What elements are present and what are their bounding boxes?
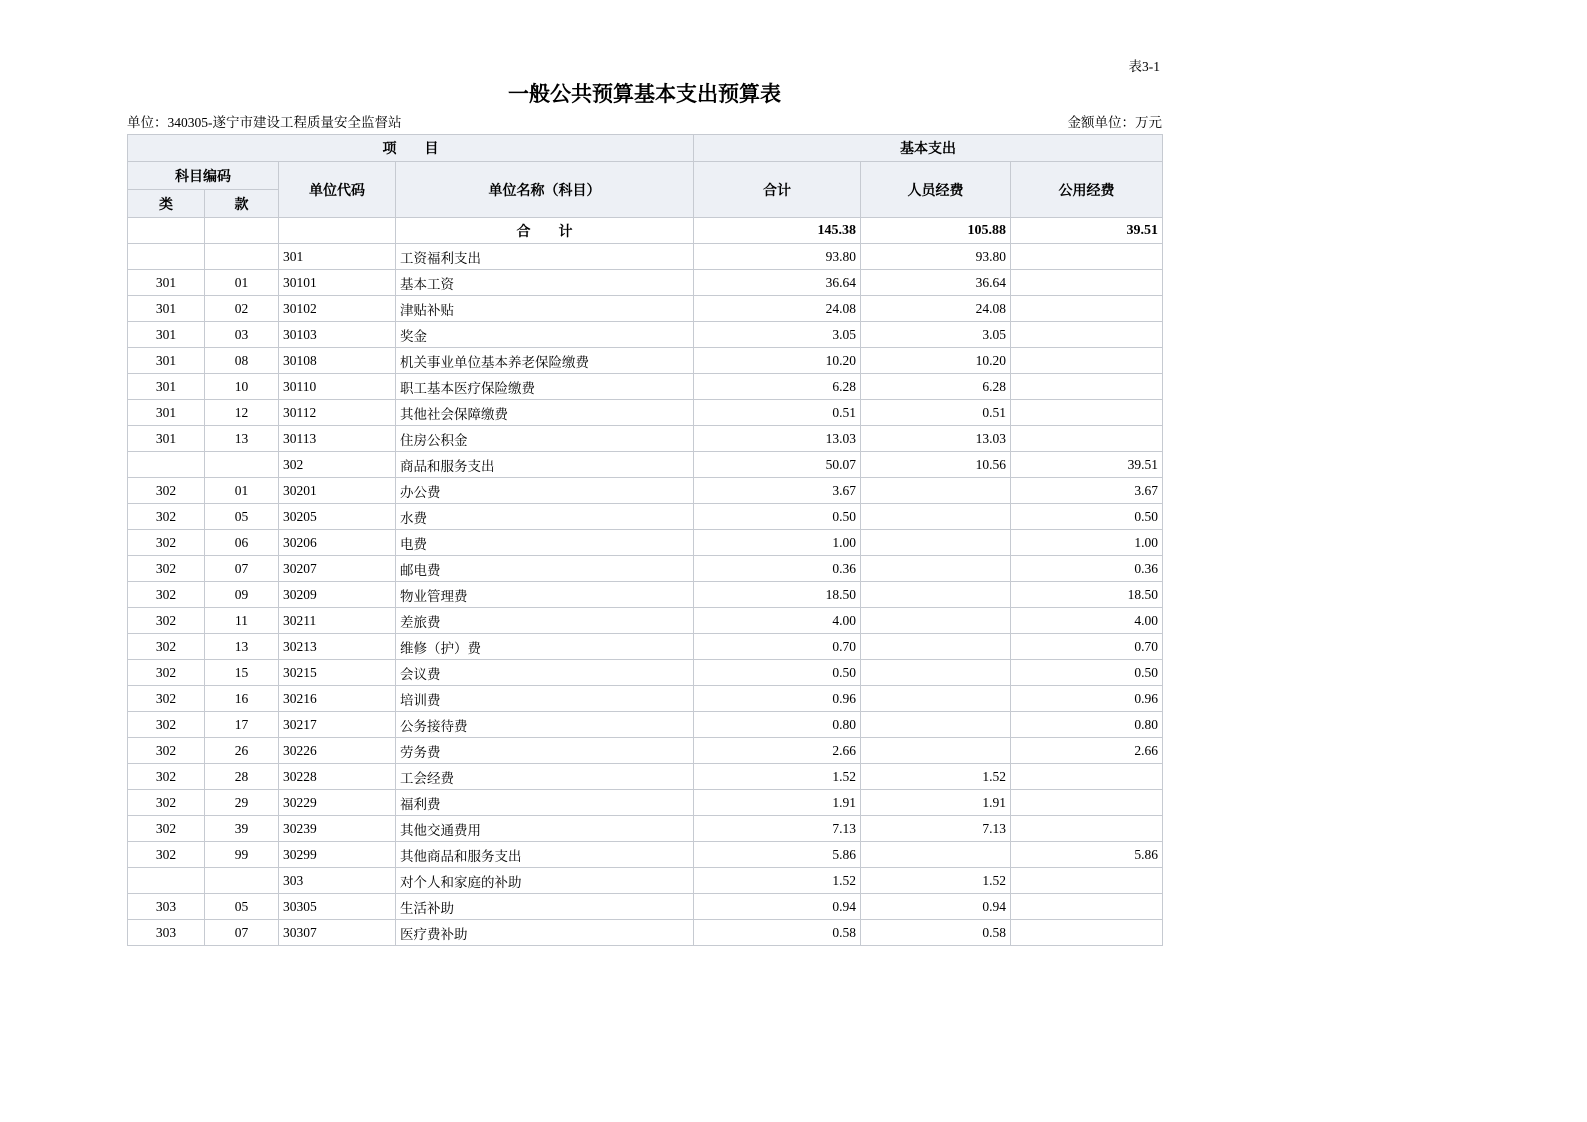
cell-personnel (861, 842, 1011, 868)
cell-total: 0.70 (694, 634, 861, 660)
cell-personnel (861, 504, 1011, 530)
cell-unit-name: 会议费 (396, 660, 694, 686)
cell-personnel: 36.64 (861, 270, 1011, 296)
cell-unit-code: 30213 (279, 634, 396, 660)
cell-public (1011, 764, 1163, 790)
cell-item: 07 (205, 920, 279, 946)
cell-category: 301 (128, 322, 205, 348)
cell-category: 301 (128, 296, 205, 322)
cell-item (205, 218, 279, 244)
cell-unit-code: 30305 (279, 894, 396, 920)
meta-row (127, 113, 1162, 132)
table-row (128, 842, 1163, 868)
cell-unit-name: 培训费 (396, 686, 694, 712)
cell-unit-code: 30217 (279, 712, 396, 738)
cell-public (1011, 920, 1163, 946)
cell-item: 17 (205, 712, 279, 738)
cell-total: 50.07 (694, 452, 861, 478)
cell-item (205, 868, 279, 894)
table-row (128, 686, 1163, 712)
cell-item: 13 (205, 426, 279, 452)
cell-category: 302 (128, 556, 205, 582)
table-row (128, 764, 1163, 790)
cell-category: 302 (128, 660, 205, 686)
cell-unit-name: 公务接待费 (396, 712, 694, 738)
cell-personnel (861, 608, 1011, 634)
cell-unit-code: 30113 (279, 426, 396, 452)
cell-personnel: 13.03 (861, 426, 1011, 452)
table-ref: 表3-1 (1128, 59, 1160, 74)
cell-unit-code: 30201 (279, 478, 396, 504)
cell-category: 302 (128, 504, 205, 530)
cell-public (1011, 400, 1163, 426)
cell-public (1011, 296, 1163, 322)
cell-personnel: 0.94 (861, 894, 1011, 920)
header-project: 项 目 (128, 135, 694, 162)
cell-item: 06 (205, 530, 279, 556)
cell-item: 28 (205, 764, 279, 790)
header-row-2 (128, 162, 1163, 190)
cell-personnel (861, 738, 1011, 764)
cell-unit-name: 办公费 (396, 478, 694, 504)
cell-total: 1.52 (694, 868, 861, 894)
cell-public: 0.80 (1011, 712, 1163, 738)
cell-unit-name: 奖金 (396, 322, 694, 348)
cell-unit-code: 30307 (279, 920, 396, 946)
cell-personnel (861, 712, 1011, 738)
cell-unit-code: 30205 (279, 504, 396, 530)
cell-personnel: 1.52 (861, 764, 1011, 790)
cell-item: 05 (205, 894, 279, 920)
header-public: 公用经费 (1011, 162, 1163, 218)
cell-total: 18.50 (694, 582, 861, 608)
header-item: 款 (205, 190, 279, 218)
cell-total: 0.94 (694, 894, 861, 920)
cell-public: 2.66 (1011, 738, 1163, 764)
cell-total: 13.03 (694, 426, 861, 452)
cell-unit-name: 商品和服务支出 (396, 452, 694, 478)
cell-personnel: 0.58 (861, 920, 1011, 946)
cell-category: 302 (128, 790, 205, 816)
table-row (128, 322, 1163, 348)
cell-item: 10 (205, 374, 279, 400)
cell-category: 302 (128, 686, 205, 712)
cell-total: 6.28 (694, 374, 861, 400)
cell-category: 301 (128, 348, 205, 374)
cell-total: 4.00 (694, 608, 861, 634)
cell-public: 3.67 (1011, 478, 1163, 504)
cell-category: 302 (128, 816, 205, 842)
table-row (128, 894, 1163, 920)
cell-category: 301 (128, 426, 205, 452)
cell-item: 07 (205, 556, 279, 582)
cell-unit-code: 30103 (279, 322, 396, 348)
cell-public: 18.50 (1011, 582, 1163, 608)
cell-item (205, 244, 279, 270)
cell-category (128, 868, 205, 894)
cell-category: 302 (128, 712, 205, 738)
cell-unit-code: 30216 (279, 686, 396, 712)
cell-total: 0.51 (694, 400, 861, 426)
table-row (128, 634, 1163, 660)
cell-personnel: 6.28 (861, 374, 1011, 400)
cell-unit-name: 水费 (396, 504, 694, 530)
cell-item: 01 (205, 270, 279, 296)
cell-public (1011, 244, 1163, 270)
table-row (128, 348, 1163, 374)
cell-unit-name: 基本工资 (396, 270, 694, 296)
cell-public (1011, 790, 1163, 816)
cell-unit-code: 303 (279, 868, 396, 894)
header-subject-code: 科目编码 (128, 162, 279, 190)
amount-unit-label: 金额单位：万元 (1067, 115, 1162, 130)
cell-unit-code: 30299 (279, 842, 396, 868)
cell-unit-code: 30215 (279, 660, 396, 686)
cell-unit-name: 劳务费 (396, 738, 694, 764)
cell-unit-code: 30211 (279, 608, 396, 634)
header-category: 类 (128, 190, 205, 218)
cell-unit-name: 其他商品和服务支出 (396, 842, 694, 868)
cell-item: 05 (205, 504, 279, 530)
cell-total: 0.80 (694, 712, 861, 738)
table-row (128, 608, 1163, 634)
table-row (128, 244, 1163, 270)
cell-unit-name: 福利费 (396, 790, 694, 816)
cell-unit-name: 电费 (396, 530, 694, 556)
table-row (128, 738, 1163, 764)
cell-unit-code: 30229 (279, 790, 396, 816)
table-row (128, 296, 1163, 322)
cell-unit-name: 其他社会保障缴费 (396, 400, 694, 426)
cell-total: 0.50 (694, 660, 861, 686)
cell-unit-code: 301 (279, 244, 396, 270)
cell-personnel (861, 660, 1011, 686)
cell-category: 302 (128, 530, 205, 556)
cell-public: 4.00 (1011, 608, 1163, 634)
cell-personnel: 10.20 (861, 348, 1011, 374)
cell-item: 26 (205, 738, 279, 764)
cell-total: 0.50 (694, 504, 861, 530)
table-row (128, 270, 1163, 296)
table-row (128, 582, 1163, 608)
table-row (128, 790, 1163, 816)
cell-unit-name: 生活补助 (396, 894, 694, 920)
cell-public: 0.50 (1011, 660, 1163, 686)
cell-total: 0.58 (694, 920, 861, 946)
cell-category: 303 (128, 920, 205, 946)
cell-item: 11 (205, 608, 279, 634)
cell-unit-name: 差旅费 (396, 608, 694, 634)
cell-personnel: 1.52 (861, 868, 1011, 894)
cell-item: 12 (205, 400, 279, 426)
cell-category: 302 (128, 764, 205, 790)
cell-unit-name: 住房公积金 (396, 426, 694, 452)
header-unit-code: 单位代码 (279, 162, 396, 218)
cell-unit-name: 邮电费 (396, 556, 694, 582)
cell-total: 36.64 (694, 270, 861, 296)
cell-total: 2.66 (694, 738, 861, 764)
cell-unit-code: 30207 (279, 556, 396, 582)
cell-unit-code: 302 (279, 452, 396, 478)
grand-total-row (128, 218, 1163, 244)
cell-personnel (861, 478, 1011, 504)
cell-public (1011, 894, 1163, 920)
cell-unit-code: 30228 (279, 764, 396, 790)
cell-total: 0.96 (694, 686, 861, 712)
unit-label: 单位：340305-遂宁市建设工程质量安全监督站 (127, 115, 402, 130)
cell-personnel: 93.80 (861, 244, 1011, 270)
cell-item: 09 (205, 582, 279, 608)
cell-category: 302 (128, 478, 205, 504)
cell-unit-name: 工会经费 (396, 764, 694, 790)
cell-public: 0.36 (1011, 556, 1163, 582)
table-row (128, 868, 1163, 894)
cell-public: 1.00 (1011, 530, 1163, 556)
cell-total: 3.67 (694, 478, 861, 504)
document-page (127, 58, 1162, 946)
cell-category (128, 244, 205, 270)
cell-unit-name: 机关事业单位基本养老保险缴费 (396, 348, 694, 374)
cell-public: 0.70 (1011, 634, 1163, 660)
cell-category: 302 (128, 634, 205, 660)
cell-total: 10.20 (694, 348, 861, 374)
cell-item: 29 (205, 790, 279, 816)
cell-personnel: 3.05 (861, 322, 1011, 348)
cell-item: 03 (205, 322, 279, 348)
cell-item (205, 452, 279, 478)
cell-category: 301 (128, 400, 205, 426)
cell-category: 302 (128, 842, 205, 868)
cell-unit-name: 职工基本医疗保险缴费 (396, 374, 694, 400)
cell-unit-name: 医疗费补助 (396, 920, 694, 946)
table-row (128, 504, 1163, 530)
cell-unit-name: 维修（护）费 (396, 634, 694, 660)
table-row (128, 712, 1163, 738)
budget-table (127, 134, 1163, 946)
cell-total: 145.38 (694, 218, 861, 244)
header-unit-name: 单位名称（科目） (396, 162, 694, 218)
cell-category: 302 (128, 582, 205, 608)
page-title: 一般公共预算基本支出预算表 (508, 83, 781, 106)
cell-public: 5.86 (1011, 842, 1163, 868)
cell-total: 3.05 (694, 322, 861, 348)
cell-total: 1.91 (694, 790, 861, 816)
cell-public (1011, 348, 1163, 374)
cell-public (1011, 374, 1163, 400)
cell-unit-code: 30110 (279, 374, 396, 400)
cell-public (1011, 270, 1163, 296)
cell-item: 16 (205, 686, 279, 712)
cell-unit-name: 其他交通费用 (396, 816, 694, 842)
cell-unit-code: 30226 (279, 738, 396, 764)
cell-category: 302 (128, 738, 205, 764)
cell-public: 39.51 (1011, 452, 1163, 478)
cell-unit-code: 30206 (279, 530, 396, 556)
header-basic-expenditure: 基本支出 (694, 135, 1163, 162)
cell-unit-code: 30102 (279, 296, 396, 322)
table-row (128, 660, 1163, 686)
cell-public: 0.96 (1011, 686, 1163, 712)
cell-unit-name: 合 计 (396, 218, 694, 244)
cell-total: 1.00 (694, 530, 861, 556)
table-row (128, 478, 1163, 504)
cell-item: 15 (205, 660, 279, 686)
header-row-1 (128, 135, 1163, 162)
table-row (128, 920, 1163, 946)
cell-item: 99 (205, 842, 279, 868)
table-row (128, 426, 1163, 452)
cell-personnel: 24.08 (861, 296, 1011, 322)
cell-personnel: 105.88 (861, 218, 1011, 244)
table-row (128, 530, 1163, 556)
cell-item: 13 (205, 634, 279, 660)
cell-item: 02 (205, 296, 279, 322)
cell-personnel (861, 530, 1011, 556)
cell-category: 302 (128, 608, 205, 634)
cell-category (128, 452, 205, 478)
cell-personnel: 10.56 (861, 452, 1011, 478)
cell-personnel (861, 556, 1011, 582)
cell-public: 39.51 (1011, 218, 1163, 244)
table-row (128, 452, 1163, 478)
cell-item: 08 (205, 348, 279, 374)
cell-total: 0.36 (694, 556, 861, 582)
cell-unit-code: 30239 (279, 816, 396, 842)
table-row (128, 556, 1163, 582)
cell-total: 24.08 (694, 296, 861, 322)
cell-category: 303 (128, 894, 205, 920)
header-personnel: 人员经费 (861, 162, 1011, 218)
cell-total: 7.13 (694, 816, 861, 842)
cell-personnel (861, 582, 1011, 608)
cell-category: 301 (128, 270, 205, 296)
cell-total: 93.80 (694, 244, 861, 270)
cell-public (1011, 816, 1163, 842)
cell-public (1011, 426, 1163, 452)
cell-unit-name: 津贴补贴 (396, 296, 694, 322)
cell-item: 01 (205, 478, 279, 504)
table-row (128, 400, 1163, 426)
cell-personnel: 1.91 (861, 790, 1011, 816)
cell-public: 0.50 (1011, 504, 1163, 530)
cell-unit-name: 对个人和家庭的补助 (396, 868, 694, 894)
cell-unit-code: 30108 (279, 348, 396, 374)
header-total: 合计 (694, 162, 861, 218)
cell-unit-name: 物业管理费 (396, 582, 694, 608)
cell-unit-code (279, 218, 396, 244)
cell-unit-code: 30112 (279, 400, 396, 426)
cell-personnel: 0.51 (861, 400, 1011, 426)
cell-personnel (861, 634, 1011, 660)
table-row (128, 374, 1163, 400)
cell-public (1011, 322, 1163, 348)
cell-category (128, 218, 205, 244)
cell-unit-code: 30101 (279, 270, 396, 296)
cell-public (1011, 868, 1163, 894)
cell-personnel (861, 686, 1011, 712)
table-row (128, 816, 1163, 842)
cell-unit-code: 30209 (279, 582, 396, 608)
cell-item: 39 (205, 816, 279, 842)
cell-total: 1.52 (694, 764, 861, 790)
cell-category: 301 (128, 374, 205, 400)
cell-unit-name: 工资福利支出 (396, 244, 694, 270)
cell-personnel: 7.13 (861, 816, 1011, 842)
cell-total: 5.86 (694, 842, 861, 868)
